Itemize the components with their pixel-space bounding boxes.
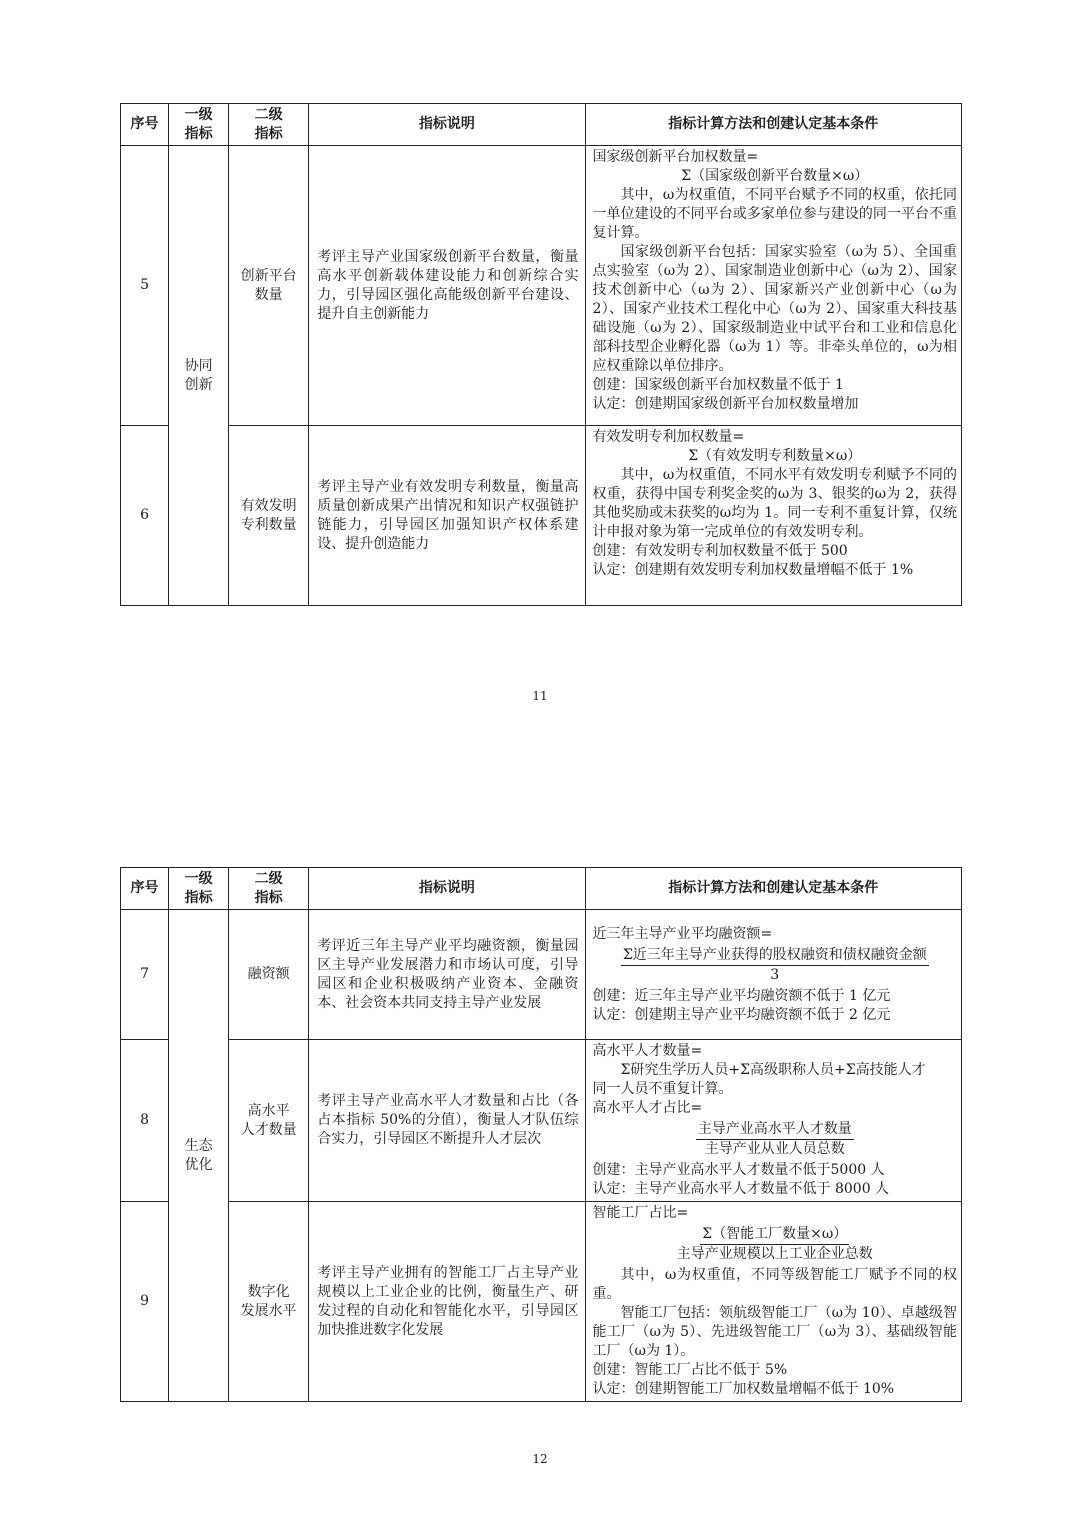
row-description: 考评主导产业拥有的智能工厂占主导产业规模以上工业企业的比例，衡量生产、研发过程的自动化和智能化水平，引导园区加快推进数字化发展 bbox=[309, 1202, 585, 1402]
header-desc: 指标说明 bbox=[309, 868, 585, 910]
header-seq: 序号 bbox=[121, 868, 169, 910]
level1-group-cell bbox=[169, 910, 229, 1402]
row-indicator-name: 融资额 bbox=[229, 910, 309, 1040]
table-row bbox=[121, 1040, 962, 1202]
row-calculation: 国家级创新平台加权数量= Σ（国家级创新平台数量×ω） 其中，ω为权重值，不同平台赋予不同的权重，依托同一单位建设的不同平台或多家单位参与建设的同一平台不重复计算。 国家级创新平台包括：国家实验室（ω为 5）、全国重点实验室（ω为 2）、国家制造业创新中心（ω为 2）、国家技术创新中心（ω为 2）、国家新兴产业创新中心（ω为 2）、国家产业技术工程化中心（ω为 2）、国家重大科技基础设施（ω为 2）、国家级制造业中试平台和工业和信息化部科技型企业孵化器（ω为 1）等。非牵头单位的，ω为相应权重除以单位排序。 创建：国家级创新平台加权数量不低于 1 认定：创建期国家级创新平台加权数量增加 bbox=[585, 146, 961, 426]
indicator-table-page-11 bbox=[120, 103, 962, 606]
page-number: 12 bbox=[532, 1452, 548, 1466]
header-level2: 二级 指标 bbox=[229, 868, 309, 910]
header-calc: 指标计算方法和创建认定基本条件 bbox=[585, 868, 961, 910]
row-calculation: 有效发明专利加权数量= Σ（有效发明专利数量×ω） 其中，ω为权重值，不同水平有效发明专利赋予不同的权重，获得中国专利奖金奖的ω为 3、银奖的ω为 2，获得其他奖励或未获奖的ω均为 1。同一专利不重复计算，仅统计申报对象为第一完成单位的有效发明专利。 创建：有效发明专利加权数量不低于 500 认定：创建期有效发明专利加权数量增幅不低于 1% bbox=[585, 426, 961, 606]
level1-group-label: 协同 创新 bbox=[184, 357, 213, 393]
row-seq: 8 bbox=[121, 1040, 169, 1202]
page-number: 11 bbox=[532, 689, 548, 703]
fraction: Σ近三年主导产业获得的股权融资和债权融资金额 3 bbox=[622, 946, 927, 983]
page-12 bbox=[0, 764, 1080, 1527]
row-seq: 6 bbox=[121, 426, 169, 606]
indicator-table-page-12 bbox=[120, 867, 962, 1402]
level1-group-label: 生态 优化 bbox=[184, 1137, 213, 1173]
row-indicator-name: 数字化 发展水平 bbox=[229, 1202, 309, 1402]
row-calculation: 高水平人才数量= Σ研究生学历人员+Σ高级职称人员+Σ高技能人才 同一人员不重复计算。 高水平人才占比= 主导产业高水平人才数量 主导产业从业人员总数 创建：主导产业高水平人才数量不低于5000 人 认定：主导产业高水平人才数量不低于 8000 人 bbox=[585, 1040, 961, 1202]
table-header-row bbox=[121, 104, 962, 146]
row-description: 考评主导产业有效发明专利数量，衡量高质量创新成果产出情况和知识产权强链护链能力，引导园区加强知识产权体系建设、提升创造能力 bbox=[309, 426, 585, 606]
header-level2: 二级 指标 bbox=[229, 104, 309, 146]
row-seq: 5 bbox=[121, 146, 169, 426]
table-row bbox=[121, 910, 962, 1040]
row-indicator-name: 有效发明 专利数量 bbox=[229, 426, 309, 606]
fraction: Σ（智能工厂数量×ω） 主导产业规模以上工业企业总数 bbox=[676, 1226, 873, 1262]
header-desc: 指标说明 bbox=[309, 104, 585, 146]
page-11 bbox=[0, 0, 1080, 760]
level1-group-cell bbox=[169, 146, 229, 606]
row-description: 考评主导产业高水平人才数量和占比（各占本指标 50%的分值），衡量人才队伍综合实力，引导园区不断提升人才层次 bbox=[309, 1040, 585, 1202]
fraction: 主导产业高水平人才数量 主导产业从业人员总数 bbox=[697, 1121, 852, 1157]
table-row bbox=[121, 1202, 962, 1402]
row-indicator-name: 创新平台 数量 bbox=[229, 146, 309, 426]
row-description: 考评主导产业国家级创新平台数量，衡量高水平创新载体建设能力和创新综合实力，引导园区强化高能级创新平台建设、提升自主创新能力 bbox=[309, 146, 585, 426]
header-level1: 一级 指标 bbox=[169, 868, 229, 910]
header-level1: 一级 指标 bbox=[169, 104, 229, 146]
header-seq: 序号 bbox=[121, 104, 169, 146]
row-calculation: 智能工厂占比= Σ（智能工厂数量×ω） 主导产业规模以上工业企业总数 其中，ω为权重值，不同等级智能工厂赋予不同的权重。 智能工厂包括：领航级智能工厂（ω为 10）、卓越级智能工厂（ω为 5）、先进级智能工厂（ω为 3）、基础级智能工厂（ω为 1）。 创建：智能工厂占比不低于 5% 认定：创建期智能工厂加权数量增幅不低于 10% bbox=[585, 1202, 961, 1402]
row-indicator-name: 高水平 人才数量 bbox=[229, 1040, 309, 1202]
table-header-row bbox=[121, 868, 962, 910]
row-seq: 7 bbox=[121, 910, 169, 1040]
table-row bbox=[121, 146, 962, 426]
header-calc: 指标计算方法和创建认定基本条件 bbox=[585, 104, 961, 146]
row-calculation: 近三年主导产业平均融资额= Σ近三年主导产业获得的股权融资和债权融资金额 3 创建：近三年主导产业平均融资额不低于 1 亿元 认定：创建期主导产业平均融资额不低于 2 亿元 bbox=[585, 910, 961, 1040]
table-row bbox=[121, 426, 962, 606]
row-description: 考评近三年主导产业平均融资额，衡量园区主导产业发展潜力和市场认可度，引导园区和企业积极吸纳产业资本、金融资本、社会资本共同支持主导产业发展 bbox=[309, 910, 585, 1040]
row-seq: 9 bbox=[121, 1202, 169, 1402]
